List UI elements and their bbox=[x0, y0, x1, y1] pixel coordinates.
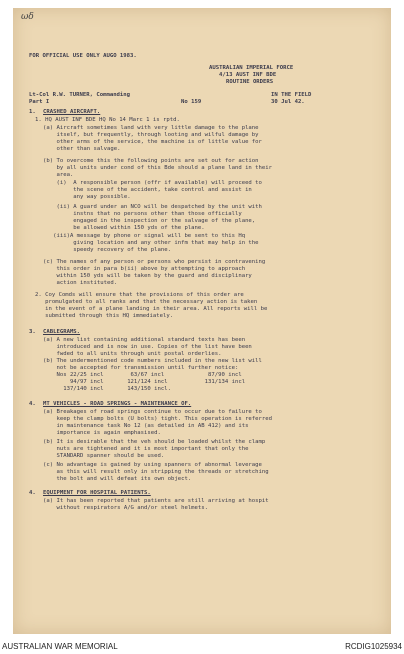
section-number: 4. bbox=[29, 401, 36, 407]
order-number: No 159 bbox=[181, 99, 202, 105]
text-line: Nos 22/25 incl 63/67 incl 87/90 incl bbox=[43, 372, 242, 378]
section-number: 1. bbox=[29, 109, 36, 115]
text-line: other arms of the service, the machine is of little value for bbox=[43, 139, 262, 145]
text-line: (a) It has been reported that patients are still arriving at hospit bbox=[43, 498, 269, 504]
text-line: submitted through this HQ immediately. bbox=[35, 313, 174, 319]
text-line: (i) A responsible person (offr if available) will proceed to bbox=[43, 180, 262, 186]
document-page bbox=[13, 8, 391, 634]
date: 30 Jul 42. bbox=[271, 99, 305, 105]
text-line: not be accepted for transmission until further notice: bbox=[43, 365, 239, 371]
text-line: other than salvage. bbox=[43, 146, 121, 152]
text-line: keep the clamp bolts (U bolts) tight. This operation is referred bbox=[43, 416, 273, 422]
text-line: nuts are tightened and it is most important that only the bbox=[43, 446, 249, 452]
handwritten-mark: ωδ bbox=[21, 12, 34, 22]
commander-line: Lt-Col R.W. TURNER, Commanding bbox=[29, 92, 131, 98]
text-line: (iii)A message by phone or signal will be sent to this Hq bbox=[43, 233, 246, 239]
text-line: STANDARD spanner should be used. bbox=[43, 453, 165, 459]
location: IN THE FIELD bbox=[271, 92, 312, 98]
footer-bar bbox=[0, 640, 404, 654]
text-line: 2. Coy Comds will ensure that the provisions of this order are bbox=[35, 292, 244, 298]
text-line: in maintenance task No 12 (as detailed in AB 412) and its bbox=[43, 423, 249, 429]
text-line: (b) To overcome this the following points are set out for action bbox=[43, 158, 259, 164]
text-line: engaged in the inspection or the salvage of the plane, bbox=[43, 218, 256, 224]
unit-line-2: 4/13 AUST INF BDE bbox=[219, 72, 277, 78]
text-line: giving location and any other infm that may help in the bbox=[43, 240, 259, 246]
footer-right: RCDIG1025934 bbox=[345, 642, 402, 651]
text-line: be allowed within 150 yds of the plane. bbox=[43, 225, 205, 231]
text-line: this order in para b(ii) above by attempting to approach bbox=[43, 266, 246, 272]
text-line: 137/140 incl 143/150 incl. bbox=[43, 386, 171, 392]
text-line: the scene of the accident, take control and assist in bbox=[43, 187, 252, 193]
text-line: 94/97 incl 121/124 incl 131/134 incl bbox=[43, 379, 246, 385]
text-line: 1. HQ AUST INF BDE HQ No 14 Marc 1 is rptd. bbox=[35, 117, 180, 123]
text-line: area. bbox=[43, 172, 74, 178]
section-title: MT VEHICLES - ROAD SPRINGS - MAINTENANCE OF. bbox=[43, 401, 192, 407]
text-line: without respirators A/G and/or steel helmets. bbox=[43, 505, 209, 511]
text-line: introduced and is now in use. Copies of the list have been bbox=[43, 344, 252, 350]
text-line: in the event of a plane landing in their area. All reports will be bbox=[35, 306, 268, 312]
unit-line-1: AUSTRALIAN IMPERIAL FORCE bbox=[209, 65, 294, 71]
text-line: importance is again emphasised. bbox=[43, 430, 161, 436]
text-line: (c) The names of any person or persons who persist in contravening bbox=[43, 259, 266, 265]
text-line: (b) It is desirable that the veh should be loaded whilst the clamp bbox=[43, 439, 266, 445]
text-line: promulgated to all ranks and that the necessary action is taken bbox=[35, 299, 258, 305]
footer-left: AUSTRALIAN WAR MEMORIAL bbox=[2, 642, 118, 651]
text-line: speedy recovery of the plane. bbox=[43, 247, 171, 253]
text-line: action instituted. bbox=[43, 280, 118, 286]
text-line: by all units under cond of this Bde should a plane land in their bbox=[43, 165, 273, 171]
part-label: Part I bbox=[29, 99, 50, 105]
text-line: (a) Breakages of road springs continue to occur due to failure to bbox=[43, 409, 262, 415]
text-line: (c) No advantage is gained by using spanners of abnormal leverage bbox=[43, 462, 262, 468]
text-line: as this will result only in stripping the threads or stretching bbox=[43, 469, 269, 475]
text-line: instns that no persons other than those officially bbox=[43, 211, 242, 217]
text-line: within 150 yds will be taken by the guard and disciplinary bbox=[43, 273, 252, 279]
text-line: any way possible. bbox=[43, 194, 131, 200]
section-number: 4. bbox=[29, 490, 36, 496]
text-line: (ii) A guard under an NCO will be despatched by the unit with bbox=[43, 204, 262, 210]
text-line: the bolt and will defeat its own object. bbox=[43, 476, 192, 482]
section-title: EQUIPMENT FOR HOSPITAL PATIENTS. bbox=[43, 490, 151, 496]
orders-title: ROUTINE ORDERS bbox=[226, 79, 274, 85]
text-line: (a) Aircraft sometimes land with very little damage to the plane bbox=[43, 125, 259, 131]
text-line: (b) The undermentioned code numbers included in the new list will bbox=[43, 358, 262, 364]
section-title: CABLEGRAMS. bbox=[43, 329, 81, 335]
section-title: CRASHED AIRCRAFT. bbox=[43, 109, 101, 115]
text-line: itself, but frequently, through looting and wilful damage by bbox=[43, 132, 259, 138]
text-line: (a) A new list containing additional standard texts has been bbox=[43, 337, 246, 343]
text-line: fwded to all units through unit postal orderlies. bbox=[43, 351, 222, 357]
classification-line: FOR OFFICIAL USE ONLY AUGO 1983. bbox=[29, 53, 137, 59]
section-number: 3. bbox=[29, 329, 36, 335]
